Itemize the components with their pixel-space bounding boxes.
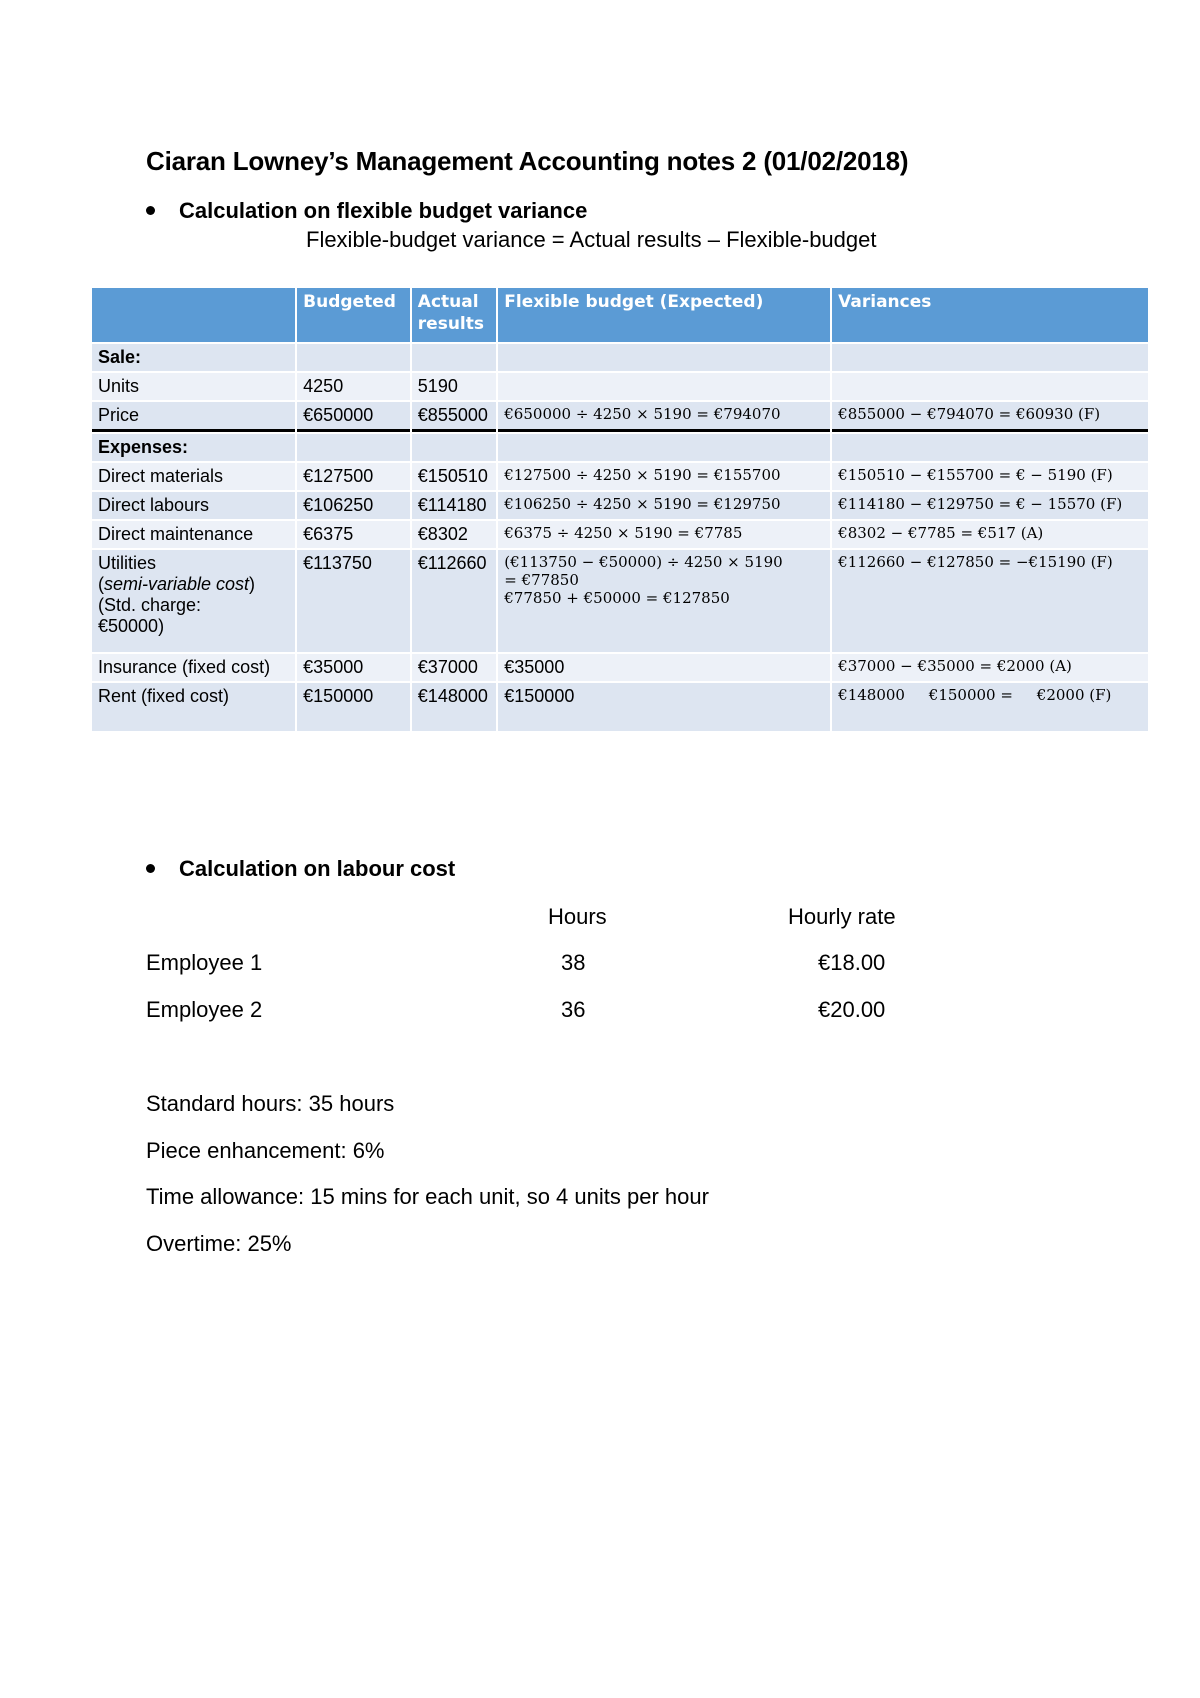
flexible-cell: €127500 ÷ 4250 × 5190 = €155700 [498, 463, 830, 490]
flexible-cell: €150000 [498, 683, 830, 731]
row-label: Sale: [92, 344, 295, 371]
flexible-cell [498, 550, 830, 652]
table-header-row [92, 288, 1148, 342]
flexible-cell: €6375 ÷ 4250 × 5190 = €7785 [498, 521, 830, 548]
variance-cell: €855000 − €794070 = €60930 (F) [832, 402, 1148, 432]
actual-cell: €8302 [412, 521, 496, 548]
note-standard-hours: Standard hours: 35 hours [146, 1091, 395, 1116]
header-empty [92, 288, 295, 342]
flexible-cell [498, 373, 830, 400]
actual-cell: €855000 [412, 402, 496, 432]
budgeted-cell: €127500 [297, 463, 410, 490]
employee-2-rate: €20.00 [818, 997, 886, 1022]
budgeted-cell: €650000 [297, 402, 410, 432]
actual-cell: €112660 [412, 550, 496, 652]
table-row [92, 402, 1148, 432]
flexible-budget-table [90, 286, 1150, 733]
std-charge-value: €50000) [98, 616, 165, 636]
bullet-icon [146, 864, 155, 873]
flexible-cell: €106250 ÷ 4250 × 5190 = €129750 [498, 492, 830, 519]
actual-cell: €150510 [412, 463, 496, 490]
utilities-label: Utilities [98, 553, 157, 573]
document-title: Ciaran Lowney’s Management Accounting notes 2 (01/02/2018) [146, 146, 909, 176]
flexible-cell [498, 344, 830, 371]
budgeted-cell: €35000 [297, 654, 410, 681]
section-heading-flexible-budget [146, 198, 587, 224]
table-row [92, 492, 1148, 519]
header-variances: Variances [832, 288, 1148, 342]
budgeted-cell: €6375 [297, 521, 410, 548]
note-piece-enhancement: Piece enhancement: 6% [146, 1138, 385, 1163]
variance-cell [832, 373, 1148, 400]
actual-cell [412, 344, 496, 371]
actual-cell: €114180 [412, 492, 496, 519]
note-overtime: Overtime: 25% [146, 1231, 292, 1256]
employee-2-name: Employee 2 [146, 997, 263, 1022]
employee-1-rate: €18.00 [818, 950, 886, 975]
row-label: Rent (fixed cost) [92, 683, 295, 731]
table-row [92, 463, 1148, 490]
flexible-cell: €35000 [498, 654, 830, 681]
table-row [92, 654, 1148, 681]
budgeted-cell: €106250 [297, 492, 410, 519]
variance-formula: Flexible-budget variance = Actual results – Flexible-budget [306, 227, 877, 252]
header-actual-results: Actual results [412, 288, 496, 342]
budgeted-cell [297, 434, 410, 461]
hourly-rate-column-header: Hourly rate [788, 904, 896, 929]
note-time-allowance: Time allowance: 15 mins for each unit, so 4 units per hour [146, 1184, 709, 1209]
variance-cell: €148000 €150000 = €2000 (F) [832, 683, 1148, 731]
variance-cell: €112660 − €127850 = −€15190 (F) [832, 550, 1148, 652]
row-label: Direct maintenance [92, 521, 295, 548]
header-flexible-budget: Flexible budget (Expected) [498, 288, 830, 342]
flexible-cell: €650000 ÷ 4250 × 5190 = €794070 [498, 402, 830, 432]
section-heading-labour-cost [146, 856, 455, 882]
section-heading-text: Calculation on labour cost [179, 856, 456, 881]
budgeted-cell: €113750 [297, 550, 410, 652]
bullet-icon [146, 206, 155, 215]
actual-cell: €148000 [412, 683, 496, 731]
section-heading-text: Calculation on flexible budget variance [179, 198, 588, 223]
header-budgeted: Budgeted [297, 288, 410, 342]
row-label: Expenses: [92, 434, 295, 461]
variance-cell [832, 344, 1148, 371]
variance-cell: €37000 − €35000 = €2000 (A) [832, 654, 1148, 681]
flexible-cell [498, 434, 830, 461]
actual-cell: €37000 [412, 654, 496, 681]
row-label: Units [92, 373, 295, 400]
actual-cell: 5190 [412, 373, 496, 400]
variance-cell [832, 434, 1148, 461]
row-label: Insurance (fixed cost) [92, 654, 295, 681]
variance-cell: €8302 − €7785 = €517 (A) [832, 521, 1148, 548]
budgeted-cell: 4250 [297, 373, 410, 400]
row-label [92, 550, 295, 652]
utilities-cost-type: (semi-variable cost) [98, 574, 256, 594]
row-label: Price [92, 402, 295, 432]
table-row [92, 521, 1148, 548]
table-row [92, 550, 1148, 652]
flexible-calc-line-3: €77850 + €50000 = €127850 [504, 589, 730, 607]
row-label: Direct materials [92, 463, 295, 490]
flexible-calc-line-2: = €77850 [504, 571, 579, 589]
actual-cell [412, 434, 496, 461]
table-row [92, 434, 1148, 461]
table-row [92, 373, 1148, 400]
table-row [92, 344, 1148, 371]
cost-type-text: semi-variable cost [104, 574, 250, 594]
flexible-calc-line-1: (€113750 − €50000) ÷ 4250 × 5190 [504, 553, 783, 571]
employee-1-name: Employee 1 [146, 950, 263, 975]
employee-2-hours: 36 [561, 997, 586, 1022]
hours-column-header: Hours [548, 904, 607, 929]
variance-cell: €114180 − €129750 = € − 15570 (F) [832, 492, 1148, 519]
budgeted-cell: €150000 [297, 683, 410, 731]
row-label: Direct labours [92, 492, 295, 519]
table-row [92, 683, 1148, 731]
std-charge-label: (Std. charge: [98, 595, 202, 615]
variance-cell: €150510 − €155700 = € − 5190 (F) [832, 463, 1148, 490]
employee-1-hours: 38 [561, 950, 586, 975]
budgeted-cell [297, 344, 410, 371]
